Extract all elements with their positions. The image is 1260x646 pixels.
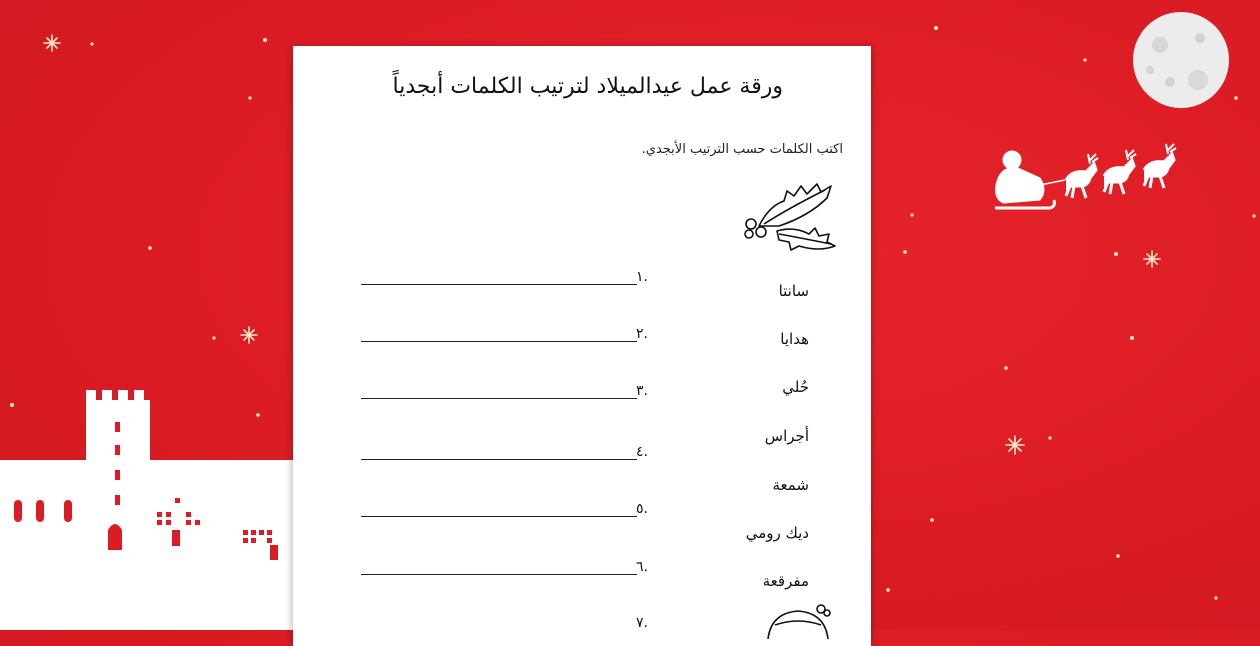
answer-line[interactable] xyxy=(361,341,637,342)
word-item: شمعة xyxy=(772,476,809,494)
santa-sleigh-icon xyxy=(995,144,1176,208)
answer-line[interactable] xyxy=(361,574,637,575)
word-item: هدايا xyxy=(780,330,809,348)
moon-icon xyxy=(1133,12,1229,108)
answer-number: ٦. xyxy=(636,559,648,575)
pudding-icon xyxy=(763,601,833,641)
word-item: مفرقعة xyxy=(762,572,809,590)
word-item: أجراس xyxy=(764,427,809,445)
worksheet-page xyxy=(293,46,871,646)
answer-line[interactable] xyxy=(361,516,637,517)
answer-number: ٧. xyxy=(636,615,648,631)
answer-line[interactable] xyxy=(361,398,637,399)
answer-number: ٤. xyxy=(636,444,648,460)
answer-number: ٢. xyxy=(636,326,648,342)
word-item: سانتا xyxy=(778,282,809,300)
answer-number: ١. xyxy=(636,269,648,285)
answer-line[interactable] xyxy=(361,284,637,285)
answer-number: ٣. xyxy=(636,383,648,399)
worksheet-instruction: اكتب الكلمات حسب الترتيب الأبجدي. xyxy=(641,142,843,157)
holly-icon xyxy=(739,176,839,256)
answer-line[interactable] xyxy=(361,459,637,460)
word-item: حُلي xyxy=(782,378,809,396)
answer-number: ٥. xyxy=(636,501,648,517)
castle-silhouette xyxy=(0,390,300,630)
worksheet-title: ورقة عمل عيدالميلاد لترتيب الكلمات أبجدياً xyxy=(392,74,783,99)
word-item: ديك رومي xyxy=(745,524,809,542)
